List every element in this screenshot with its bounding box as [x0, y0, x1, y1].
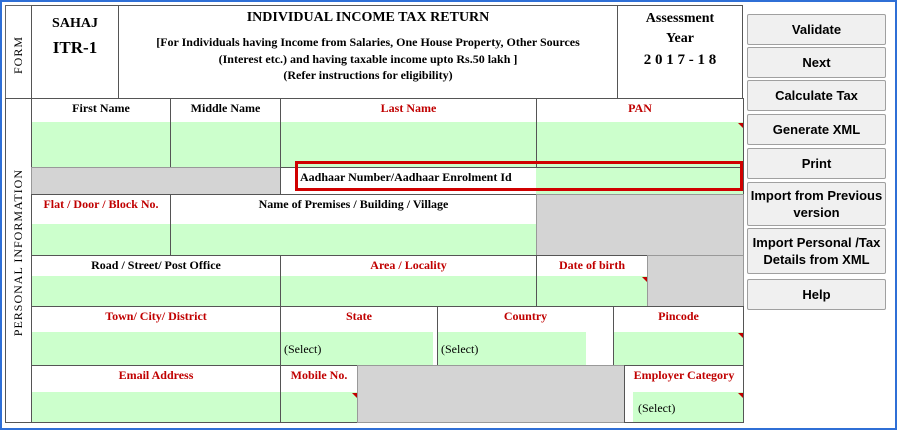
middle-name-label: Middle Name	[190, 101, 261, 115]
premises-disabled-cell	[536, 194, 744, 256]
subtitle-line3: (Refer instructions for eligibility)	[283, 68, 453, 82]
aadhaar-label: Aadhaar Number/Aadhaar Enrolment Id	[300, 170, 512, 184]
employer-category-label: Employer Category	[633, 368, 735, 382]
year-label: Year	[666, 31, 694, 46]
dob-label: Date of birth	[559, 258, 625, 272]
premises-label: Name of Premises / Building / Village	[258, 197, 449, 211]
next-button[interactable]: Next	[747, 47, 886, 78]
first-name-label: First Name	[72, 101, 130, 115]
pincode-input[interactable]	[614, 332, 743, 365]
employer-category-value: (Select)	[638, 401, 676, 415]
area-input[interactable]	[281, 276, 536, 306]
road-label: Road / Street/ Post Office	[91, 258, 221, 272]
title-box	[118, 5, 618, 99]
calculate-tax-button[interactable]: Calculate Tax	[747, 80, 886, 111]
generate-xml-button[interactable]: Generate XML	[747, 114, 886, 145]
form-itr: ITR-1	[52, 38, 98, 57]
assessment-year: 2 0 1 7 - 1 8	[643, 52, 717, 68]
form-label-box	[5, 5, 32, 99]
subtitle-line1: [For Individuals having Income from Salaries, One House Property, Other Sources	[156, 35, 580, 49]
page-title: INDIVIDUAL INCOME TAX RETURN	[246, 10, 490, 25]
country-label: Country	[503, 309, 548, 323]
dob-disabled-cell	[647, 255, 744, 307]
mobile-disabled-cell	[357, 365, 625, 423]
aadhaar-disabled-cell	[31, 167, 281, 195]
state-select-value: (Select)	[284, 342, 322, 356]
pincode-label: Pincode	[658, 309, 699, 323]
pan-comment-marker	[738, 123, 743, 128]
form-sahaj: SAHAJ	[52, 16, 98, 31]
premises-input[interactable]	[171, 224, 536, 255]
town-input[interactable]	[32, 332, 280, 365]
pincode-comment-marker	[738, 333, 743, 338]
email-input[interactable]	[32, 392, 280, 422]
last-name-label: Last Name	[380, 101, 437, 115]
first-name-input[interactable]	[32, 122, 170, 167]
flat-input[interactable]	[32, 224, 170, 255]
dob-input[interactable]	[537, 276, 647, 306]
mobile-label: Mobile No.	[290, 368, 348, 382]
country-select-value: (Select)	[441, 342, 479, 356]
print-button[interactable]: Print	[747, 148, 886, 179]
personal-info-label: PERSONAL INFORMATION	[11, 169, 25, 337]
assessment-year-box	[617, 5, 743, 99]
import-personal-button[interactable]: Import Personal /Tax Details from XML	[747, 228, 886, 274]
import-previous-button[interactable]: Import from Previous version	[747, 182, 886, 226]
assessment-label: Assessment	[645, 11, 715, 26]
state-label: State	[346, 309, 372, 323]
email-label: Email Address	[118, 368, 194, 382]
pan-label: PAN	[628, 101, 652, 115]
form-id-box	[31, 5, 119, 99]
middle-name-input[interactable]	[171, 122, 280, 167]
town-label: Town/ City/ District	[105, 309, 207, 323]
mobile-input[interactable]	[281, 392, 357, 422]
employer-comment-marker	[738, 393, 743, 398]
help-button[interactable]: Help	[747, 279, 886, 310]
flat-label: Flat / Door / Block No.	[43, 197, 159, 211]
subtitle-line2: (Interest etc.) and having taxable income upto Rs.50 lakh ]	[218, 52, 518, 66]
road-input[interactable]	[32, 276, 280, 306]
form-vertical-label: FORM	[11, 36, 25, 75]
area-label: Area / Locality	[370, 258, 447, 272]
validate-button[interactable]: Validate	[747, 14, 886, 45]
personal-info-side	[5, 98, 32, 423]
